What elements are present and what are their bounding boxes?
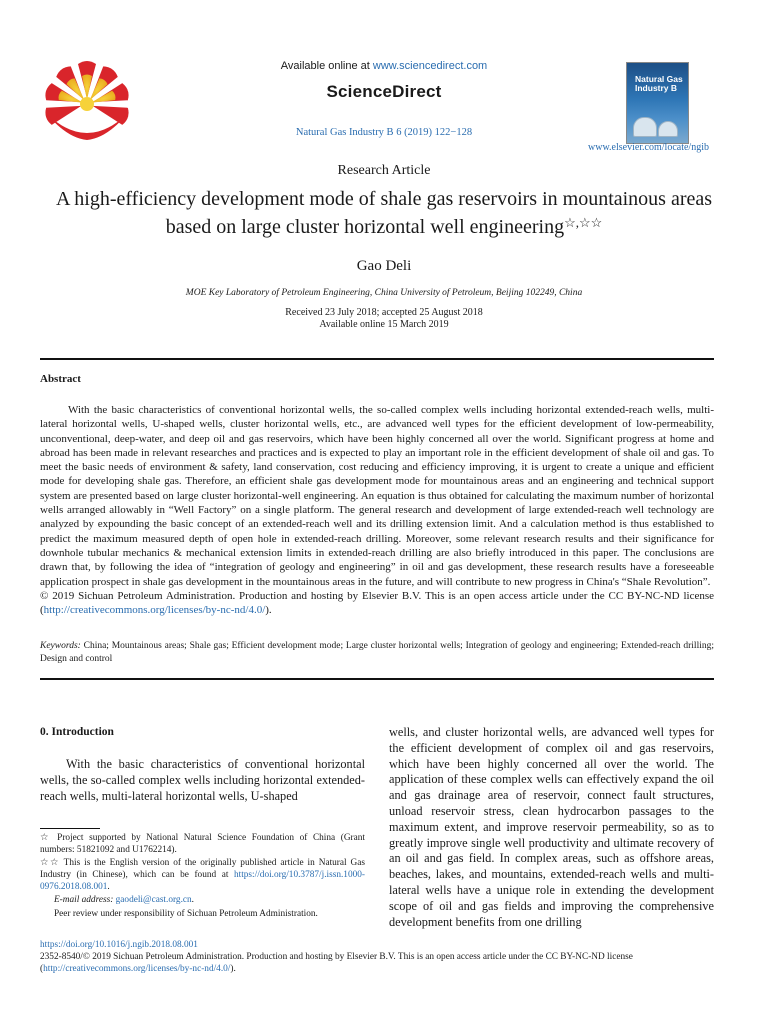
author-affiliation: MOE Key Laboratory of Petroleum Engineering, China University of Petroleum, Beijing 102249, China — [185, 288, 583, 298]
copyright-text: © 2019 Sichuan Petroleum Administration. Production and hosting by Elsevier B.V. This is an open access article under the CC BY-NC-ND license ( — [40, 589, 714, 617]
author-name[interactable]: Gao Deli — [356, 258, 412, 274]
footnote-translation-text: This is the English version of the originally published article in Natural Gas Industry (in Chinese), which can be found at — [40, 858, 366, 881]
keywords — [40, 640, 714, 666]
article-doi-link[interactable]: https://doi.org/10.1016/j.ngib.2018.08.001 — [40, 940, 198, 950]
abstract-bottom-rule — [40, 678, 714, 680]
journal-reference-link[interactable]: Natural Gas Industry B 6 (2019) 122−128 — [295, 127, 473, 138]
footnote-mark: ☆☆ — [40, 858, 60, 869]
keywords-label: Keywords: — [40, 641, 81, 651]
footnotes — [40, 832, 365, 921]
footer-license-link[interactable]: http://creativecommons.org/licenses/by-nc-nd/4.0/ — [43, 964, 231, 975]
footnote-mark: ☆ — [40, 833, 52, 843]
article-type: Research Article — [337, 163, 431, 178]
footnote-funding-text: Project supported by National Natural Science Foundation of China (Grant numbers: 51821092 and U1762214). — [40, 833, 365, 856]
footnote-divider — [40, 828, 100, 829]
author-email-link[interactable]: gaodeli@cast.org.cn — [115, 895, 192, 906]
article-title-text: A high-efficiency development mode of shale gas reservoirs in mountainous areas based on large cluster horizontal well engineering — [55, 188, 713, 238]
issn-copyright-line: 2352-8540/© 2019 Sichuan Petroleum Administration. Production and hosting by Elsevier B.V. This is an open access article under the CC BY-NC-ND license — [40, 952, 633, 963]
introduction-paragraph-continued: wells, and cluster horizontal wells, are advanced well types for the efficient development of complex oil and gas reservoirs, which have been highly concerned all over the world. The application of these complex wells can effectively expand the oil and gas drainage area of reservoir, connect fault structures, unload reservoir stress, clean hydrocarbon passages to the maximum extent, and improve reservoir permeability, so as to greatly improve single well productivity and ultimate recovery of an oil and gas field. In complex areas, such as offshore areas, beaches, lakes, and mountains, extended-reach wells and multi-lateral wells have a unique role in extending the development scope of oil and gas fields and improving the comprehensive development benefits from one drilling — [389, 725, 714, 929]
email-label: E-mail address: — [54, 895, 114, 906]
footnote-email — [40, 894, 365, 906]
introduction-paragraph: With the basic characteristics of conventional horizontal wells, the so-called complex wells including horizontal extended-reach wells, multi-lateral horizontal wells, U-shaped — [40, 757, 365, 803]
journal-cover-thumbnail[interactable] — [626, 62, 689, 144]
abstract-paragraph: With the basic characteristics of conventional horizontal wells, the so-called complex wells including horizontal extended-reach wells, multi-lateral horizontal wells, U-shaped wells, cluster horizontal wells, etc., are advanced well types for the efficient development of low-permeability, unconventional, deep-water, and deep oil and gas reservoirs, which have been highly concerned all over the world. Significant progress at home and abroad has been made in relevant researches and practices and is expected to play an important role in the efficient development of shale oil and gas. To meet the basic needs of environment & safety, land conservation, cost reducing and efficiency improving, it is urgent to create a unique and efficient mode for developing shale gas. Therefore, an efficient shale gas development mode for mountainous areas and an engineering and technical support system are presented based on large cluster horizontal-well engineering. An equation is thus obtained for calculating the maximum number of horizontal wells arranged allowably in “Well Factory” on a single platform. The general research and development of large extended-reach well technology are analyzed by expounding the basic concept of an extended-reach well and its drilling extension limit. And a calculation method is thus established to predict the maximum measured depth of open hole in extended-reach drilling. Moreover, some relevant research results and their significance for downhole tubular mechanics & mechanical extension limits in extended-reach drilling are also briefly introduced in this paper. The conclusions are drawn that, by following the idea of “integration of geology and engineering” in oil and gas development, these research results have a foreseeable application prospect in shale gas development in the mountainous areas in the future, and will contribute to new progress in China's “Shale Revolution”. — [40, 404, 714, 588]
cover-tank-image — [658, 121, 678, 137]
license-link[interactable]: http://creativecommons.org/licenses/by-nc-nd/4.0/ — [43, 604, 266, 617]
section-heading-introduction: 0. Introduction — [40, 726, 114, 738]
footnote-funding — [40, 832, 365, 856]
footnote-peer-review: Peer review under responsibility of Sichuan Petroleum Administration. — [54, 908, 318, 919]
abstract-body — [40, 403, 714, 617]
keywords-list: China; Mountainous areas; Shale gas; Efficient development mode; Large cluster horizontal wells; Integration of geology and engineering; Extended-reach drilling; Design and control — [40, 641, 714, 664]
footer-license-line — [40, 963, 720, 975]
cover-title: Natural Gas Industry B — [635, 74, 683, 93]
footnote-translation-end: . — [107, 882, 110, 893]
original-article-doi-link[interactable]: https://doi.org/10.3787/j.issn.1000-0976.2018.08.001 — [40, 870, 365, 893]
introduction-right-column — [389, 725, 714, 930]
abstract-copyright — [40, 589, 714, 618]
paren-close: ). — [230, 964, 236, 975]
copyright-end: ). — [265, 604, 272, 617]
article-title — [40, 187, 728, 239]
article-dates — [0, 307, 768, 331]
abstract-heading: Abstract — [40, 373, 81, 385]
title-footnote-marks[interactable]: ☆,☆☆ — [564, 215, 603, 230]
received-accepted-dates: Received 23 July 2018; accepted 25 August 2018 — [285, 307, 483, 318]
paren-open: ( — [40, 964, 44, 975]
available-online-date: Available online 15 March 2019 — [319, 319, 449, 330]
cover-tank-image — [633, 117, 657, 137]
sciencedirect-link[interactable]: www.sciencedirect.com — [372, 60, 488, 72]
page-footer — [40, 939, 720, 976]
available-online-prefix: Available online at — [280, 60, 373, 72]
sciencedirect-wordmark: ScienceDirect — [326, 82, 442, 101]
footnote-translation — [40, 857, 365, 893]
journal-homepage-link[interactable]: www.elsevier.com/locate/ngib — [588, 142, 709, 153]
email-end: . — [191, 895, 194, 906]
abstract-top-rule — [40, 358, 714, 360]
introduction-left-column — [40, 757, 365, 804]
